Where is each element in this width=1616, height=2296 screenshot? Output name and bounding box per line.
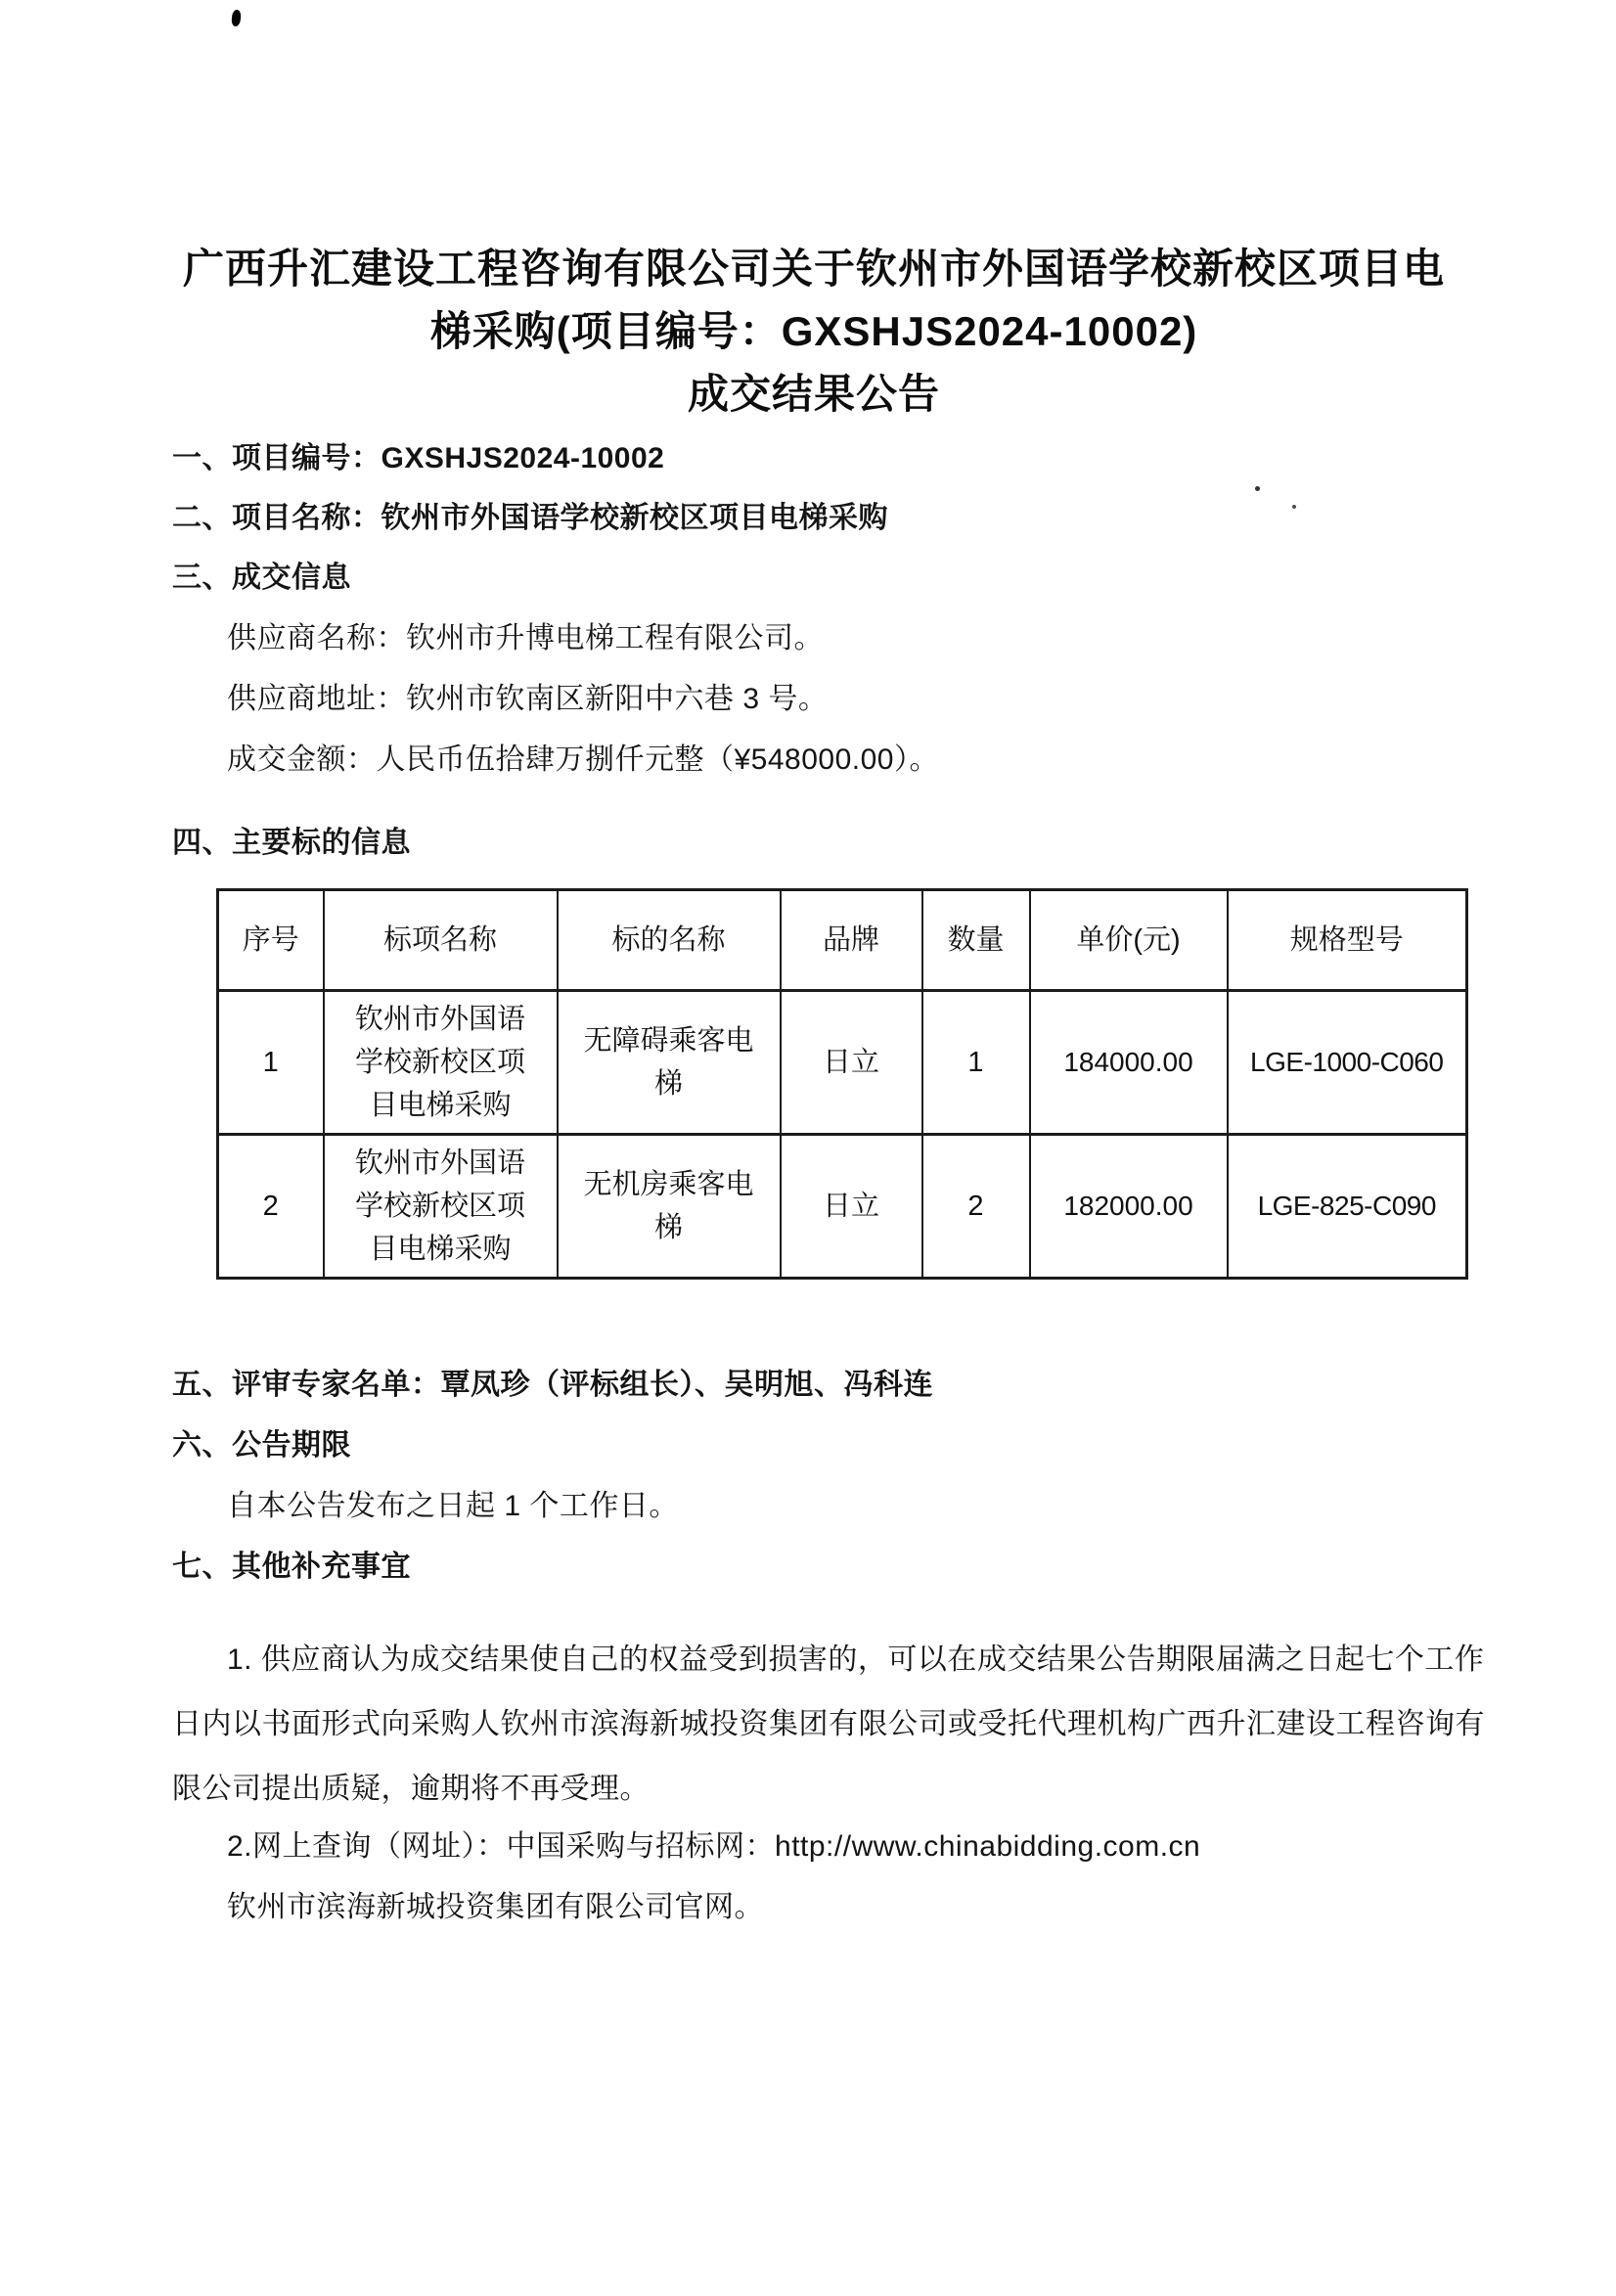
official-site-line: 钦州市滨海新城投资集团有限公司官网。	[227, 1891, 764, 1923]
cell-serial: 2	[218, 1135, 324, 1279]
section-award-info-heading: 三、成交信息	[172, 562, 351, 594]
table-row	[218, 991, 1467, 1135]
col-serial-number: 序号	[218, 890, 324, 991]
complaint-paragraph-line-3: 限公司提出质疑，逾期将不再受理。	[172, 1773, 650, 1805]
document-content	[172, 0, 1485, 1927]
cell-quantity: 2	[922, 1135, 1030, 1279]
document-title-line-1: 广西升汇建设工程咨询有限公司关于钦州市外国语学校新校区项目电	[182, 246, 1445, 292]
section-project-name: 二、项目名称：钦州市外国语学校新校区项目电梯采购	[172, 502, 888, 534]
cell-model: LGE-1000-C060	[1228, 991, 1467, 1135]
cell-subject-name	[558, 1135, 781, 1279]
cell-unit-price: 184000.00	[1030, 991, 1228, 1135]
table-header-row	[218, 890, 1467, 991]
section-project-number: 一、项目编号：GXSHJS2024-10002	[172, 442, 665, 474]
online-query-line: 2.网上查询（网址）：中国采购与招标网：http://www.chinabidding.com.cn	[227, 1830, 1201, 1863]
cell-serial: 1	[218, 991, 324, 1135]
section-other-matters-heading: 七、其他补充事宜	[172, 1551, 411, 1583]
cell-model: LGE-825-C090	[1228, 1135, 1467, 1279]
col-unit-price: 单价(元)	[1030, 890, 1228, 991]
col-brand: 品牌	[781, 890, 922, 991]
complaint-paragraph-line-2: 日内以书面形式向采购人钦州市滨海新城投资集团有限公司或受托代理机构广西升汇建设工程咨询有	[172, 1708, 1485, 1740]
cell-subject-name-text: 无障碍乘客电梯	[583, 1025, 754, 1100]
cell-subject-name-text: 无机房乘客电梯	[583, 1169, 754, 1243]
cell-brand: 日立	[781, 1135, 922, 1279]
document-title-line-2: 梯采购(项目编号：GXSHJS2024-10002)	[429, 308, 1198, 354]
award-amount-line: 成交金额：人民币伍拾肆万捌仟元整（¥548000.00）。	[227, 743, 939, 776]
complaint-paragraph	[172, 1628, 1485, 1822]
notice-period-body: 自本公告发布之日起 1 个工作日。	[227, 1490, 679, 1522]
col-subject-name: 标的名称	[558, 890, 781, 991]
table-row	[218, 1135, 1467, 1279]
cell-lot-name-text: 钦州市外国语学校新校区项目电梯采购	[354, 1004, 525, 1121]
cell-quantity: 1	[922, 991, 1030, 1135]
col-model: 规格型号	[1228, 890, 1467, 991]
col-lot-name: 标项名称	[324, 890, 558, 991]
section-main-items-heading: 四、主要标的信息	[172, 827, 411, 859]
document-title-line-3: 成交结果公告	[687, 371, 940, 417]
cell-lot-name	[324, 991, 558, 1135]
cell-subject-name	[558, 991, 781, 1135]
document-title	[172, 238, 1456, 426]
complaint-paragraph-line-1: 1. 供应商认为成交结果使自己的权益受到损害的，可以在成交结果公告期限届满之日起七个工作	[227, 1643, 1485, 1676]
col-quantity: 数量	[922, 890, 1030, 991]
cell-lot-name-text: 钦州市外国语学校新校区项目电梯采购	[354, 1148, 525, 1265]
supplier-address-line: 供应商地址：钦州市钦南区新阳中六巷 3 号。	[227, 683, 829, 715]
cell-lot-name	[324, 1135, 558, 1279]
cell-unit-price: 182000.00	[1030, 1135, 1228, 1279]
supplier-name-line: 供应商名称：钦州市升博电梯工程有限公司。	[227, 622, 824, 654]
section-notice-period-heading: 六、公告期限	[172, 1429, 351, 1462]
bid-items-table	[216, 888, 1468, 1280]
cell-brand: 日立	[781, 991, 922, 1135]
section-experts-list: 五、评审专家名单：覃凤珍（评标组长）、吴明旭、冯科连	[172, 1369, 933, 1401]
